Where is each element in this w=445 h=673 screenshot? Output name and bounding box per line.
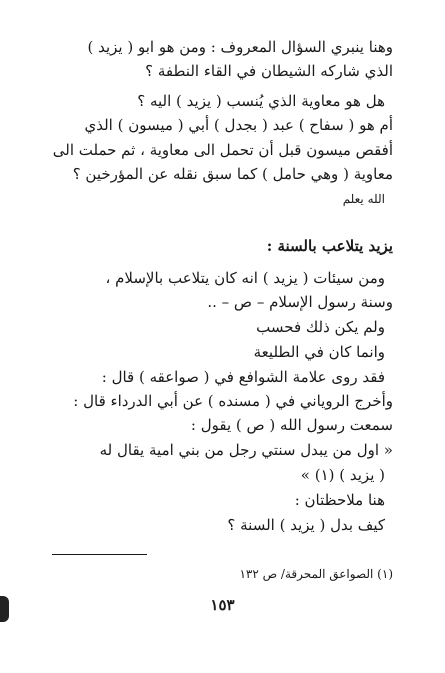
quotation-line: « اول من يبدل سنتي رجل من بني امية يقال له xyxy=(99,441,393,459)
scan-edge-mark xyxy=(0,596,9,622)
paragraph-line: هل هو معاوية الذي يُنسب ( يزيد ) اليه ؟ xyxy=(137,92,385,110)
paragraph-line: الله يعلم xyxy=(342,192,385,206)
paragraph-line: ومن سيئات ( يزيد ) انه كان يتلاعب بالإسلام ، xyxy=(105,269,385,287)
paragraph-line: فقد روى علامة الشوافع في ( صواعقه ) قال : xyxy=(101,368,385,386)
paragraph-line: أم هو ( سفاح ) عبد ( بجدل ) أبي ( ميسون ) الذي xyxy=(84,116,393,134)
paragraph-line: الذي شاركه الشيطان في القاء النطفة ؟ xyxy=(145,62,393,80)
paragraph-line: سمعت رسول الله ( ص ) يقول : xyxy=(190,416,393,434)
footnote: (١) الصواعق المحرقة/ ص ١٣٢ xyxy=(239,567,393,581)
paragraph-line: وهنا ينبري السؤال المعروف : ومن هو ابو ( يزيد ) xyxy=(87,38,393,56)
page-number: ١٥٣ xyxy=(210,596,235,614)
paragraph-line: وسنة رسول الإسلام – ص – .. xyxy=(207,293,393,311)
paragraph-line: أفقص ميسون قبل أن تحمل الى معاوية ، ثم حملت الى xyxy=(52,141,393,159)
quotation-line: ( يزيد ) (١) » xyxy=(300,466,385,484)
paragraph-line: وأخرج الروياني في ( مسنده ) عن أبي الدرداء قال : xyxy=(73,392,393,410)
footnote-divider xyxy=(52,554,147,555)
paragraph-line: ولم يكن ذلك فحسب xyxy=(256,318,385,336)
paragraph-line: معاوية ( وهي حامل ) كما سبق نقله عن المؤرخين ؟ xyxy=(72,165,393,183)
paragraph-line: كيف بدل ( يزيد ) السنة ؟ xyxy=(227,516,385,534)
paragraph-line: وانما كان في الطليعة xyxy=(253,343,385,361)
paragraph-line: هنا ملاحظتان : xyxy=(294,491,385,509)
section-heading: يزيد يتلاعب بالسنة : xyxy=(266,237,393,255)
